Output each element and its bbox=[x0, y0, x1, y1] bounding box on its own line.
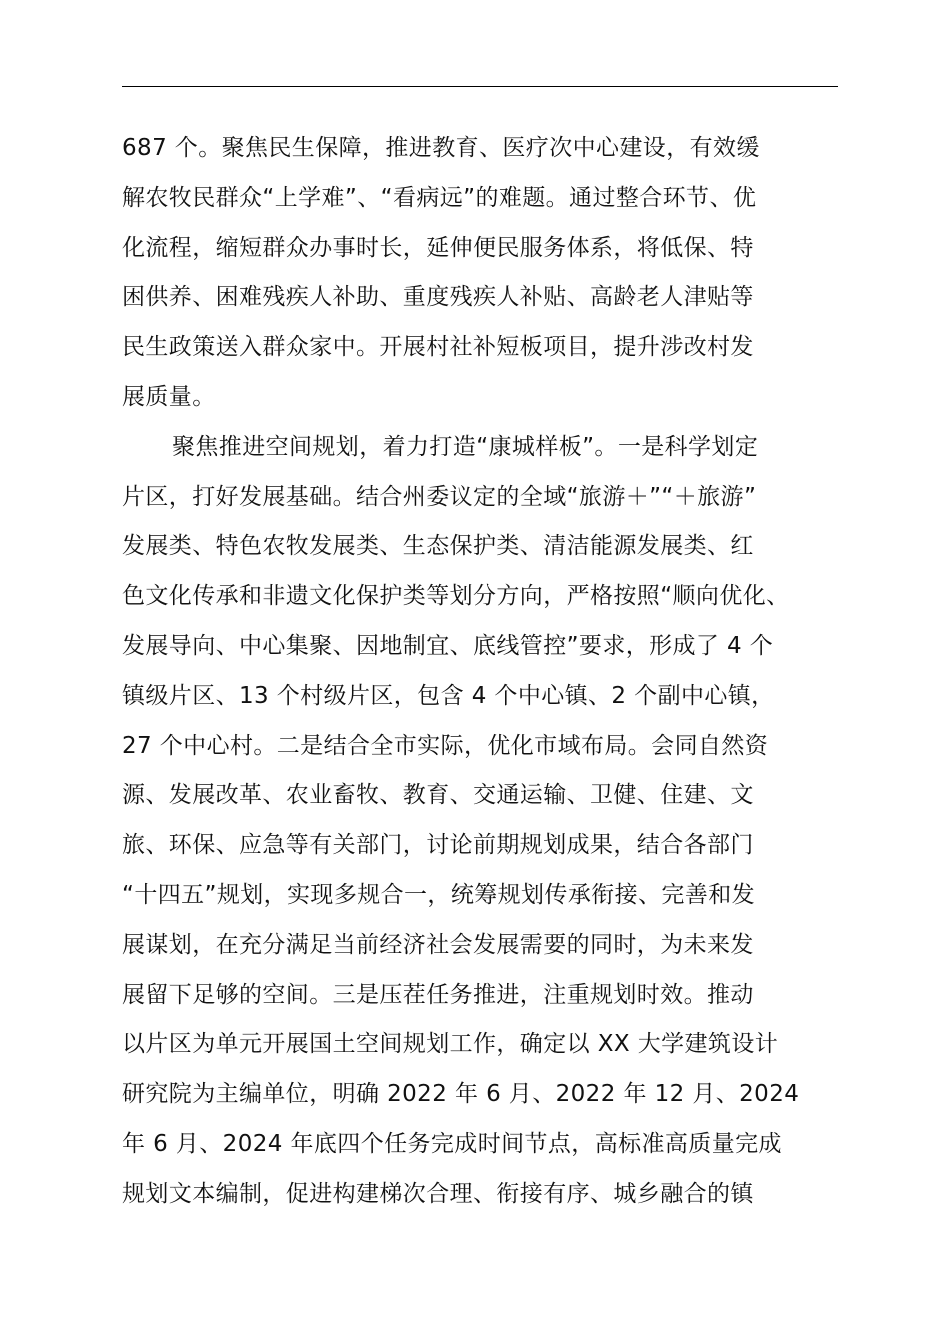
text-line: 化流程，缩短群众办事时长，延伸便民服务体系，将低保、特 bbox=[122, 234, 754, 261]
text-line: 研究院为主编单位，明确 2022 年 6 月、2022 年 12 月、2024 bbox=[122, 1081, 800, 1108]
paragraph-start-line: 聚焦推进空间规划，着力打造“康城样板”。一是科学划定 bbox=[172, 433, 759, 460]
text-line: 源、发展改革、农业畜牧、教育、交通运输、卫健、住建、文 bbox=[122, 782, 754, 809]
body-text bbox=[122, 124, 842, 1220]
text-line: 民生政策送入群众家中。开展村社补短板项目，提升涉改村发 bbox=[122, 334, 754, 361]
text-line: “十四五”规划，实现多规合一，统筹规划传承衔接、完善和发 bbox=[122, 881, 756, 908]
text-line: 以片区为单元开展国土空间规划工作，确定以 XX 大学建筑设计 bbox=[122, 1031, 779, 1058]
text-line: 镇级片区、13 个村级片区，包含 4 个中心镇、2 个副中心镇， bbox=[122, 682, 775, 709]
header-rule bbox=[122, 86, 838, 87]
text-line: 发展导向、中心集聚、因地制宜、底线管控”要求，形成了 4 个 bbox=[122, 632, 774, 659]
text-line: 发展类、特色农牧发展类、生态保护类、清洁能源发展类、红 bbox=[122, 533, 754, 560]
text-line: 旅、环保、应急等有关部门，讨论前期规划成果，结合各部门 bbox=[122, 832, 754, 859]
text-line: 年 6 月、2024 年底四个任务完成时间节点，高标准高质量完成 bbox=[122, 1130, 782, 1157]
text-line: 展留下足够的空间。三是压茬任务推进，注重规划时效。推动 bbox=[122, 981, 754, 1008]
text-line: 规划文本编制，促进构建梯次合理、衔接有序、城乡融合的镇 bbox=[122, 1180, 754, 1207]
text-line: 片区，打好发展基础。结合州委议定的全域“旅游＋”“＋旅游” bbox=[122, 483, 757, 510]
text-line: 困供养、困难残疾人补助、重度残疾人补贴、高龄老人津贴等 bbox=[122, 284, 754, 311]
text-line: 色文化传承和非遗文化保护类等划分方向，严格按照“顺向优化、 bbox=[122, 583, 790, 610]
text-line: 展谋划，在充分满足当前经济社会发展需要的同时，为未来发 bbox=[122, 931, 754, 958]
text-line: 展质量。 bbox=[122, 383, 216, 410]
text-line: 27 个中心村。二是结合全市实际，优化市域布局。会同自然资 bbox=[122, 732, 769, 759]
text-line: 解农牧民群众“上学难”、“看病远”的难题。通过整合环节、优 bbox=[122, 184, 757, 211]
text-line: 687 个。聚焦民生保障，推进教育、医疗次中心建设，有效缓 bbox=[122, 135, 760, 161]
